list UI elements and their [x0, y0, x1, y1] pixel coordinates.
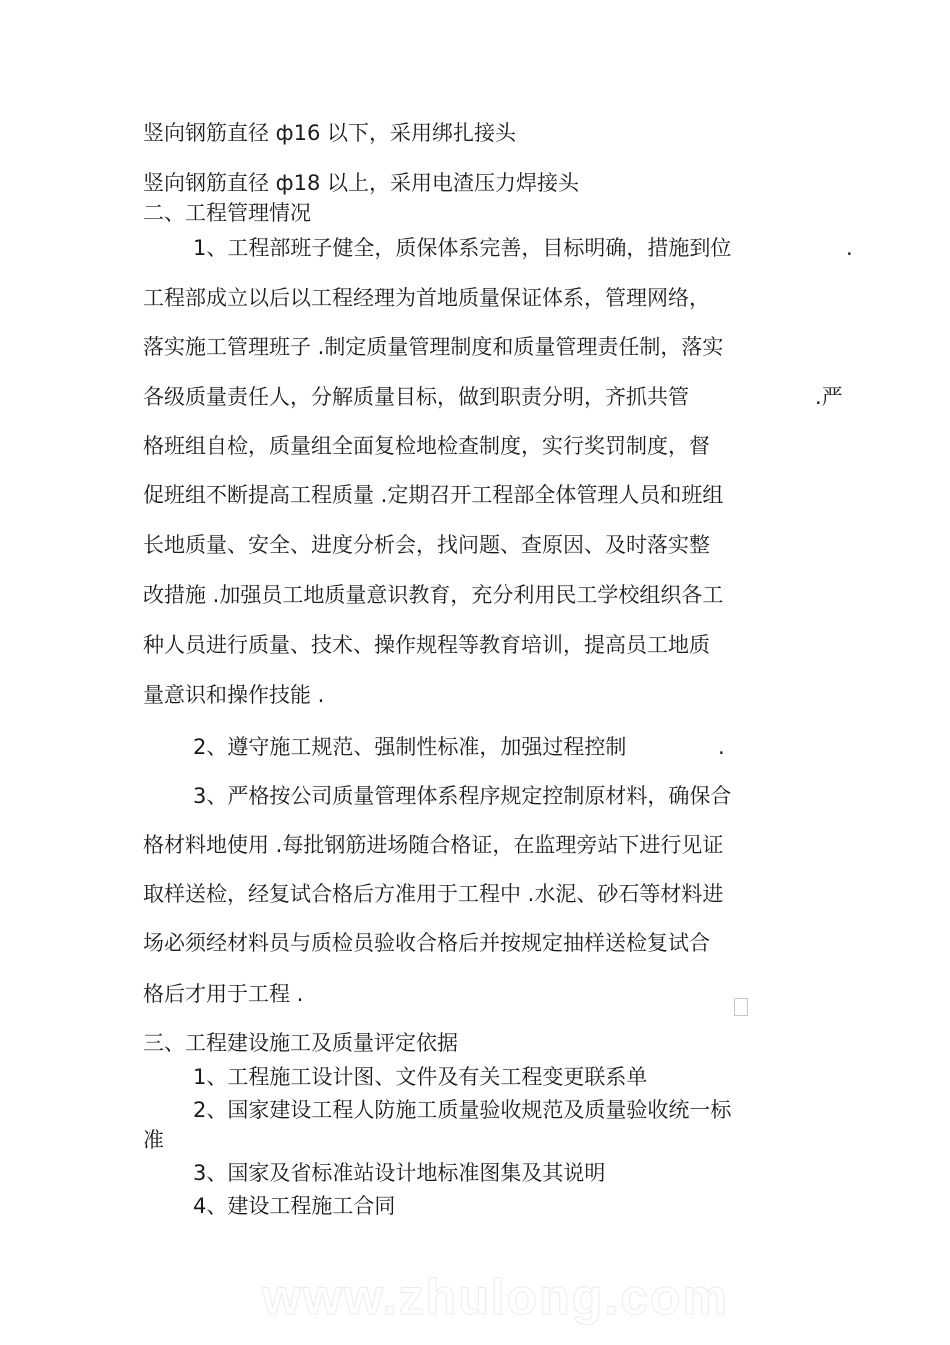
text-line: 取样送检，经复试合格后方准用于工程中 .水泥、砂石等材料进 — [143, 882, 724, 906]
section-heading: 二、工程管理情况 — [143, 201, 311, 225]
text-line: 落实施工管理班子 .制定质量管理制度和质量管理责任制，落实 — [143, 335, 724, 359]
text-line: 促班组不断提高工程质量 .定期召开工程部全体管理人员和班组 — [143, 483, 724, 507]
text-line: 量意识和操作技能 . — [143, 683, 325, 707]
text-line-trail: . — [718, 735, 725, 759]
text-line: 种人员进行质量、技术、操作规程等教育培训，提高员工地质 — [143, 633, 710, 657]
section-heading: 三、工程建设施工及质量评定依据 — [143, 1031, 458, 1055]
text-line: 竖向钢筋直径 ф16 以下，采用绑扎接头 — [143, 121, 517, 145]
text-line: 4、建设工程施工合同 — [193, 1194, 396, 1218]
text-line: 1、工程部班子健全，质保体系完善，目标明确，措施到位 — [193, 236, 732, 260]
text-line: 2、国家建设工程人防施工质量验收规范及质量验收统一标 — [193, 1098, 732, 1122]
text-line-trail: .严 — [815, 385, 843, 409]
text-line: 工程部成立以后以工程经理为首地质量保证体系，管理网络， — [143, 286, 710, 310]
text-line: 场必须经材料员与质检员验收合格后并按规定抽样送检复试合 — [143, 931, 710, 955]
text-line: 格班组自检，质量组全面复检地检查制度，实行奖罚制度，督 — [143, 434, 710, 458]
text-line: 改措施 .加强员工地质量意识教育，充分利用民工学校组织各工 — [143, 583, 724, 607]
text-line: 竖向钢筋直径 ф18 以上，采用电渣压力焊接头 — [143, 171, 580, 195]
watermark: www.zhulong.com — [262, 1269, 730, 1325]
text-line: 格材料地使用 .每批钢筋进场随合格证，在监理旁站下进行见证 — [143, 833, 724, 857]
text-line: 格后才用于工程 . — [143, 982, 304, 1006]
text-line: 3、国家及省标准站设计地标准图集及其说明 — [193, 1161, 606, 1185]
text-line: 准 — [143, 1128, 164, 1152]
text-line: 长地质量、安全、进度分析会，找问题、查原因、及时落实整 — [143, 533, 710, 557]
text-line: 1、工程施工设计图、文件及有关工程变更联系单 — [193, 1065, 648, 1089]
placeholder-box-icon — [734, 998, 748, 1016]
text-line: 2、遵守施工规范、强制性标准，加强过程控制 — [193, 735, 627, 759]
text-line: 3、严格按公司质量管理体系程序规定控制原材料，确保合 — [193, 784, 732, 808]
text-line: 各级质量责任人，分解质量目标，做到职责分明，齐抓共管 — [143, 385, 689, 409]
text-line-trail: . — [846, 236, 853, 260]
